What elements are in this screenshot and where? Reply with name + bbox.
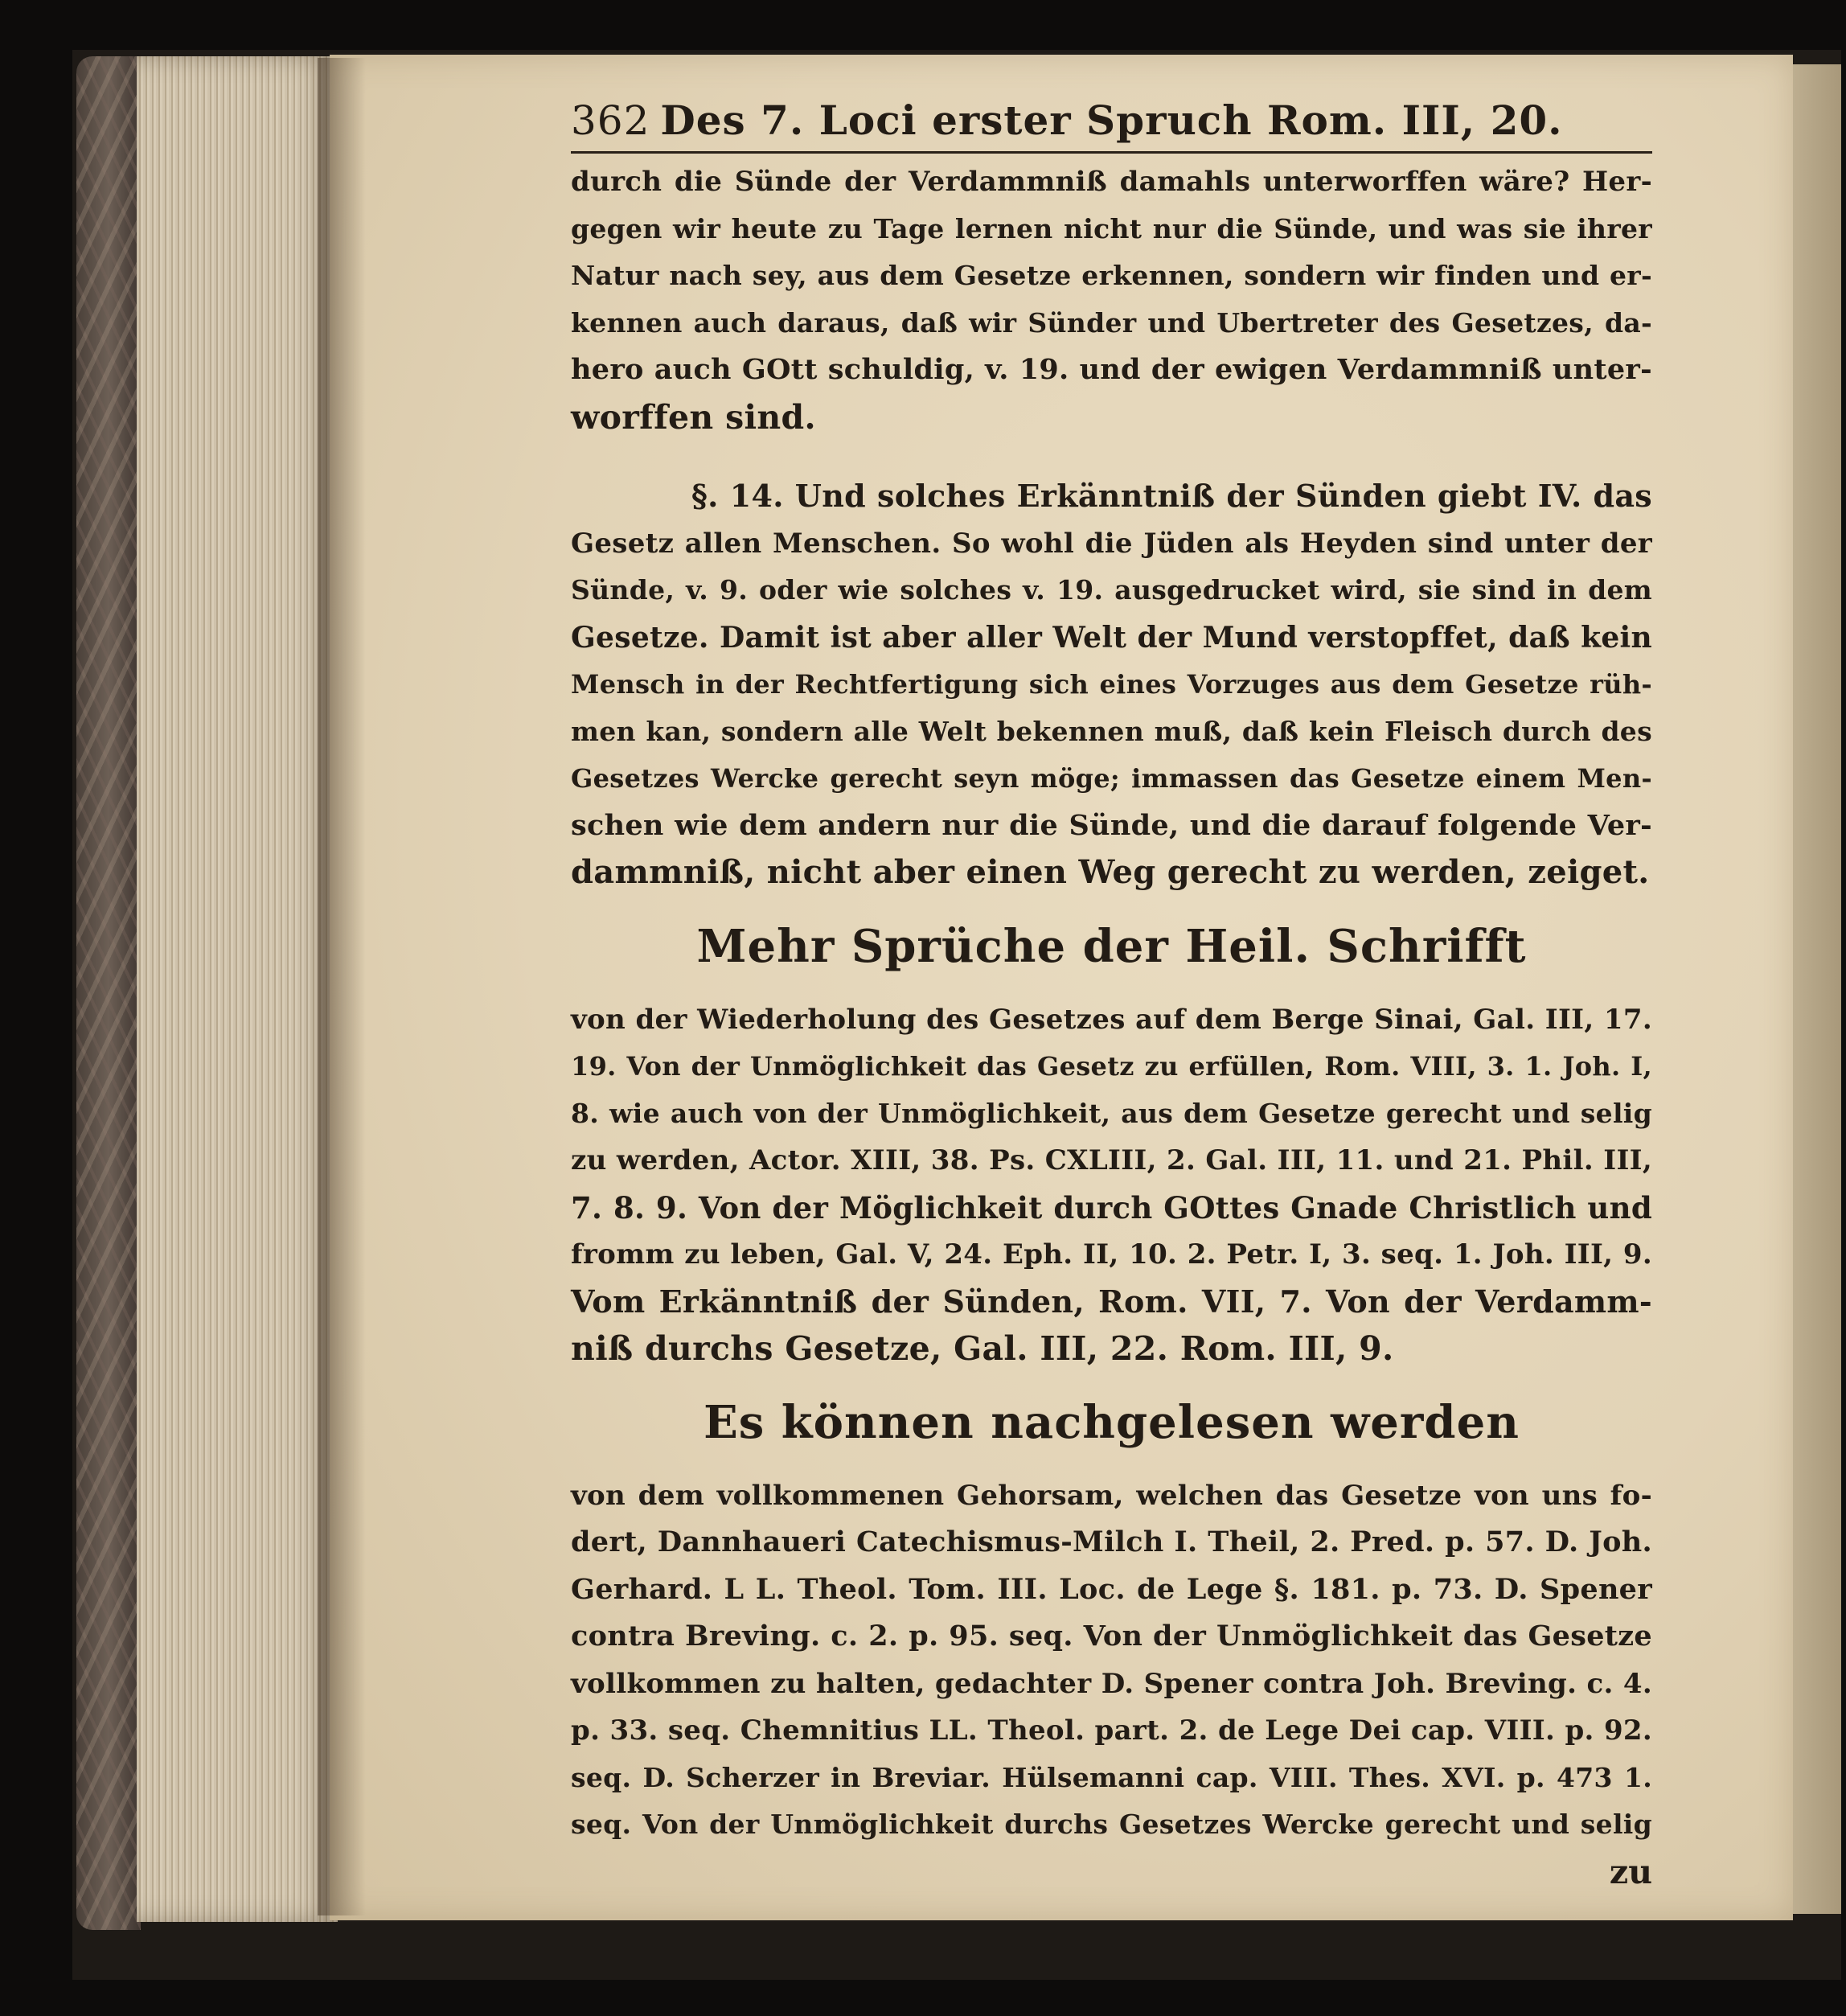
text-line: Gerhard. L L. Theol. Tom. III. Loc. de Lege §. 181. p. 73. D. Spener — [571, 1572, 1652, 1606]
text-line: dammniß, nicht aber einen Weg gerecht zu werden, zeiget. — [571, 853, 1650, 891]
next-page-edge — [1793, 64, 1841, 1914]
text-line: von der Wiederholung des Gesetzes auf dem Berge Sinai, Gal. III, 17. — [571, 1003, 1652, 1036]
text-line: seq. D. Scherzer in Breviar. Hülsemanni cap. VIII. Thes. XVI. p. 473 1. — [571, 1761, 1652, 1793]
text-line: worffen sind. — [571, 397, 816, 437]
text-line: Sünde, v. 9. oder wie solches v. 19. ausgedrucket wird, sie sind in dem — [571, 574, 1652, 606]
text-line: zu werden, Actor. XIII, 38. Ps. CXLIII, 2. Gal. III, 11. und 21. Phil. III, — [571, 1144, 1652, 1176]
paragraph-2 — [571, 473, 1652, 897]
text-line: Vom Erkänntniß der Sünden, Rom. VII, 7. Von der Verdamm- — [571, 1283, 1652, 1320]
catchword: zu — [1609, 1852, 1652, 1891]
page-number: 362 — [571, 97, 650, 144]
text-line: von dem vollkommenen Gehorsam, welchen das Gesetze von uns fo- — [571, 1479, 1652, 1512]
text-line: contra Breving. c. 2. p. 95. seq. Von der Unmöglichkeit das Gesetze — [571, 1620, 1652, 1653]
text-line: kennen auch daraus, daß wir Sünder und Ubertreter des Gesetzes, da- — [571, 306, 1652, 339]
paragraph-1 — [571, 158, 1652, 441]
text-line: gegen wir heute zu Tage lernen nicht nur die Sünde, und was sie ihrer — [571, 212, 1652, 244]
text-line: 19. Von der Unmöglichkeit das Gesetz zu erfüllen, Rom. VIII, 3. 1. Joh. I, — [571, 1051, 1652, 1082]
text-line: durch die Sünde der Verdammniß damahls unterworffen wäre? Her- — [571, 166, 1652, 198]
text-line: Natur nach sey, aus dem Gesetze erkennen, sondern wir finden und er- — [571, 260, 1652, 291]
page-edges — [137, 56, 338, 1922]
text-line: p. 33. seq. Chemnitius LL. Theol. part. 2. de Lege Dei cap. VIII. p. 92. — [571, 1714, 1652, 1747]
text-line: men kan, sondern alle Welt bekennen muß, daß kein Fleisch durch des — [571, 715, 1652, 747]
paragraph-4 — [571, 1472, 1652, 1849]
text-line: seq. Von der Unmöglichkeit durchs Gesetzes Wercke gerecht und selig — [571, 1809, 1652, 1840]
text-line: 8. wie auch von der Unmöglichkeit, aus dem Gesetze gerecht und selig — [571, 1097, 1652, 1129]
text-line: fromm zu leben, Gal. V, 24. Eph. II, 10. 2. Petr. I, 3. seq. 1. Joh. III, 9. — [571, 1238, 1652, 1271]
running-title: Des 7. Loci erster Spruch Rom. III, 20. — [660, 96, 1563, 144]
text-line: Gesetz allen Menschen. So wohl die Jüden als Heyden sind unter der — [571, 527, 1652, 560]
text-line: niß durchs Gesetze, Gal. III, 22. Rom. III, 9. — [571, 1329, 1394, 1368]
text-line: dert, Dannhaueri Catechismus-Milch I. Theil, 2. Pred. p. 57. D. Joh. — [571, 1525, 1652, 1558]
running-header — [571, 95, 1652, 154]
section-heading: Mehr Sprüche der Heil. Schrifft — [696, 919, 1527, 973]
text-line: §. 14. Und solches Erkänntniß der Sünden giebt IV. das — [691, 478, 1652, 514]
text-line: Mensch in der Rechtfertigung sich eines Vorzuges aus dem Gesetze rüh- — [571, 669, 1652, 700]
text-line: 7. 8. 9. Von der Möglichkeit durch GOttes Gnade Christlich und — [571, 1189, 1652, 1226]
text-line: schen wie dem andern nur die Sünde, und die darauf folgende Ver- — [571, 808, 1652, 842]
page-content — [571, 95, 1652, 1895]
text-line: hero auch GOtt schuldig, v. 19. und der ewigen Verdammniß unter- — [571, 353, 1652, 386]
paragraph-3 — [571, 996, 1652, 1373]
section-heading: Es können nachgelesen werden — [704, 1395, 1520, 1449]
marbled-edge — [76, 56, 141, 1930]
text-line: vollkommen zu halten, gedachter D. Spener contra Joh. Breving. c. 4. — [571, 1667, 1652, 1700]
text-line: Gesetzes Wercke gerecht seyn möge; immassen das Gesetze einem Men- — [571, 763, 1652, 794]
gutter-shadow — [318, 58, 366, 1915]
text-line: Gesetze. Damit ist aber aller Welt der Mund verstopffet, daß kein — [571, 620, 1652, 655]
